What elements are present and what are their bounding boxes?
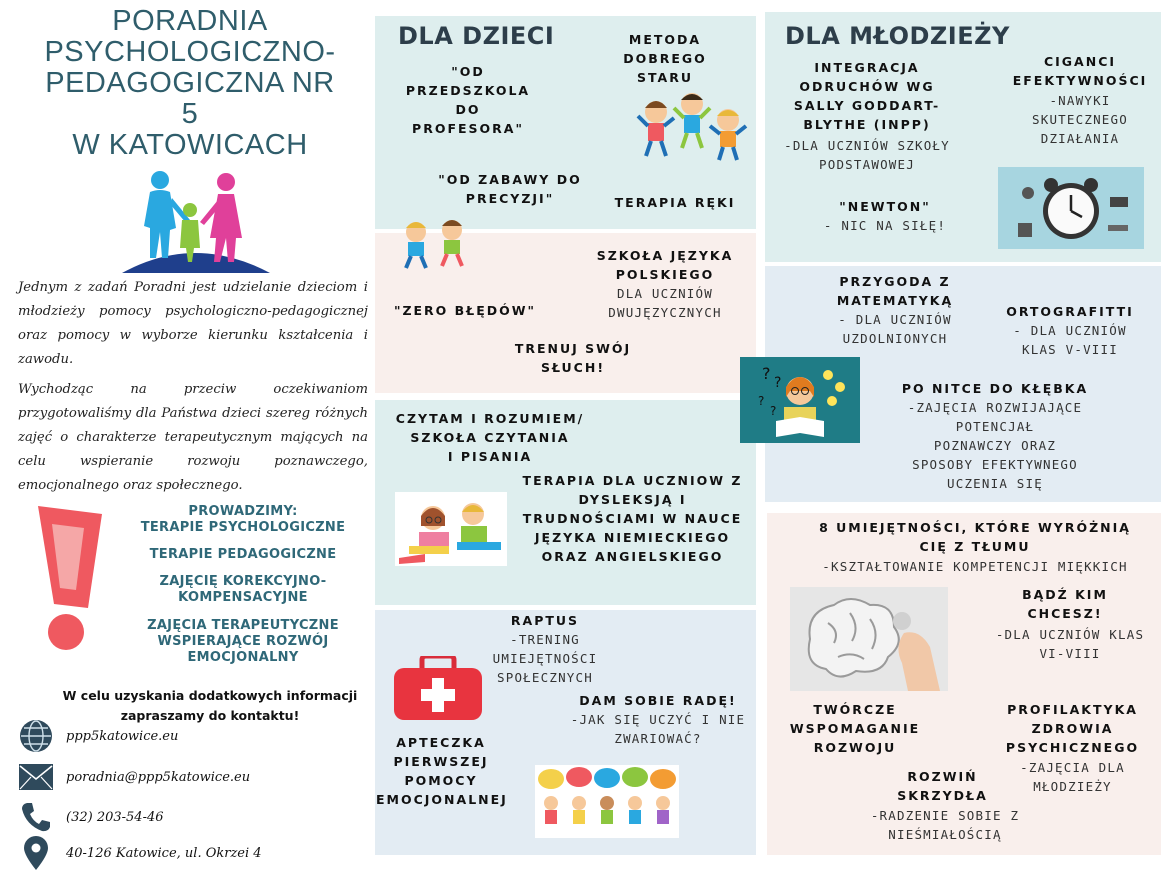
dzieci-heading: DLA DZIECI	[398, 22, 555, 50]
phone-row	[18, 800, 164, 834]
exclamation-icon	[32, 504, 104, 654]
prowadzimy-item: TERAPIE PSYCHOLOGICZNE	[140, 520, 346, 535]
rozwin-skrzydla-title: ROZWIŃ SKRZYDŁA	[897, 769, 988, 803]
brain-hand-image	[790, 587, 948, 691]
svg-text:?: ?	[758, 394, 765, 408]
apteczka-text: APTECZKA PIERWSZEJ POMOCY EMOCJONALNEJ	[376, 735, 508, 807]
prowadzimy-heading: PROWADZIMY:	[188, 504, 298, 519]
intro-paragraph-1: Jednym z zadań Poradni jest udzielanie dzieciom i młodzieży pomocy psychologiczno-pedagogicznej oraz pomocy w wyborze kierunku kształcenia i zawodu.	[18, 280, 368, 367]
svg-text:?: ?	[774, 375, 782, 391]
osiem-umiejetnosci-subtitle: -KSZTAŁTOWANIE KOMPETENCJI MIĘKKICH	[822, 559, 1128, 574]
rozwin-skrzydla-subtitle: -RADZENIE SOBIE Z NIEŚMIAŁOŚCIĄ	[870, 808, 1020, 842]
od-przedszkola-text: "OD PRZEDSZKOLA DO PROFESORA"	[405, 64, 531, 136]
trenuj-sluch-text: TRENUJ SWÓJ SŁUCH!	[514, 341, 632, 375]
przygoda-title: PRZYGODA Z MATEMATYKĄ	[836, 274, 954, 308]
terapia-dysleksja-text: TERAPIA DLA UCZNIOW Z DYSLEKSJĄ I TRUDNOŚCIAMI W NAUCE JĘZYKA NIEMIECKIEGO ORAZ ANGIELSKIEGO	[522, 473, 743, 564]
intro-paragraph-2: Wychodząc na przeciw oczekiwaniom przygotowaliśmy dla Państwa dzieci szereg różnych zajęć o charakterze terapeutycznym mających na celu wspieranie rozwoju poznawczego, emocjonalnego oraz społecznego.	[18, 382, 368, 493]
ortografitti-title: ORTOGRAFITTI	[1006, 304, 1134, 319]
thinking-reader-image	[740, 357, 860, 443]
prowadzimy-item: ZAJĘCIA TERAPEUTYCZNE WSPIERAJĄCE ROZWÓJ EMOCJONALNY	[147, 618, 339, 665]
terapia-reki-text: TERAPIA RĘKI	[614, 195, 736, 210]
ortografitti-subtitle: - DLA UCZNIÓW KLAS V-VIII	[1013, 323, 1127, 357]
alarm-clock-image	[998, 167, 1144, 249]
globe-icon	[18, 719, 54, 753]
newton-subtitle: - NIC NA SIŁĘ!	[823, 218, 947, 233]
badz-kim-chcesz-title: BĄDŹ KIM CHCESZ!	[1022, 587, 1108, 621]
ciganci-title: CIGANCI EFEKTYWNOŚCI	[1012, 54, 1148, 88]
mlodziez-heading: DLA MŁODZIEŻY	[785, 22, 1010, 50]
email-row	[18, 760, 250, 794]
prowadzimy-item: ZAJĘCIĘ KOREKCYJNO- KOMPENSACYJNE	[159, 574, 327, 605]
tworcze-wspomaganie-text: TWÓRCZE WSPOMAGANIE ROZWOJU	[789, 702, 921, 755]
kids-speech-bubbles-image	[535, 765, 679, 838]
ciganci-subtitle: -NAWYKI SKUTECZNEGO DZIAŁANIA	[1032, 93, 1128, 146]
website-link[interactable]: ppp5katowice.eu	[66, 728, 179, 744]
profilaktyka-subtitle: -ZAJĘCIA DLA MŁODZIEŻY	[1020, 760, 1125, 794]
po-nitce-subtitle: -ZAJĘCIA ROZWIJAJĄCE POTENCJAŁ POZNAWCZY ORAZ SPOSOBY EFEKTYWNEGO UCZENIA SIĘ	[907, 400, 1083, 491]
inpp-title: INTEGRACJA ODRUCHÓW WG SALLY GODDART- BLYTHE (INPP)	[793, 60, 941, 132]
map-pin-icon	[18, 836, 54, 870]
szkola-jezyka-title: SZKOŁA JĘZYKA POLSKIEGO	[596, 248, 734, 282]
zero-bledow-text: "ZERO BŁĘDÓW"	[393, 303, 537, 318]
address-text: 40-126 Katowice, ul. Okrzei 4	[66, 845, 262, 861]
first-aid-kit-icon	[392, 656, 484, 722]
kids-playing-image	[396, 212, 476, 270]
metoda-dobrego-startu-text: METODA DOBREGO STARU	[623, 32, 707, 85]
prowadzimy-item: TERAPIE PEDAGOGICZNE	[149, 547, 337, 562]
website-row	[18, 719, 178, 753]
badz-kim-chcesz-subtitle: -DLA UCZNIÓW KLAS VI-VIII	[995, 627, 1145, 661]
przygoda-subtitle: - DLA UCZNIÓW UZDOLNIONYCH	[838, 312, 952, 346]
newton-title: "NEWTON"	[839, 199, 931, 214]
svg-text:?: ?	[762, 364, 771, 383]
od-zabawy-text: "OD ZABAWY DO PRECYZJI"	[438, 172, 582, 206]
po-nitce-title: PO NITCE DO KŁĘBKA	[901, 381, 1089, 396]
phone-number[interactable]: (32) 203-54-46	[66, 809, 164, 825]
profilaktyka-title: PROFILAKTYKA ZDROWIA PSYCHICZNEGO	[1005, 702, 1140, 755]
raptus-subtitle: -TRENING UMIEJĘTNOŚCI SPOŁECZNYCH	[492, 632, 598, 685]
kids-reading-image	[395, 492, 507, 566]
szkola-jezyka-subtitle: DLA UCZNIÓW DWUJĘZYCZNYCH	[608, 286, 722, 320]
email-link[interactable]: poradnia@ppp5katowice.eu	[66, 769, 251, 785]
osiem-umiejetnosci-title: 8 UMIEJĘTNOŚCI, KTÓRE WYRÓŻNIĄ CIĘ Z TŁUMU	[819, 520, 1131, 554]
inpp-subtitle: -DLA UCZNIÓW SZKOŁY PODSTAWOWEJ	[784, 138, 950, 172]
raptus-title: RAPTUS	[510, 613, 580, 628]
kids-jumping-image	[636, 90, 748, 162]
address-row	[18, 836, 262, 870]
svg-text:?: ?	[770, 404, 777, 418]
phone-icon	[18, 800, 54, 834]
page-title: PORADNIA PSYCHOLOGICZNO- PEDAGOGICZNA NR 5 W KATOWICACH	[44, 5, 336, 161]
dam-sobie-rade-subtitle: -JAK SIĘ UCZYĆ I NIE ZWARIOWAĆ?	[570, 712, 746, 746]
dam-sobie-rade-title: DAM SOBIE RADĘ!	[579, 693, 737, 708]
mail-icon	[18, 760, 54, 794]
czytam-text: CZYTAM I ROZUMIEM/ SZKOŁA CZYTANIA I PISANIA	[395, 411, 585, 464]
family-logo-icon	[120, 168, 270, 278]
contact-heading: W celu uzyskania dodatkowych informacji zapraszamy do kontaktu!	[62, 688, 358, 723]
